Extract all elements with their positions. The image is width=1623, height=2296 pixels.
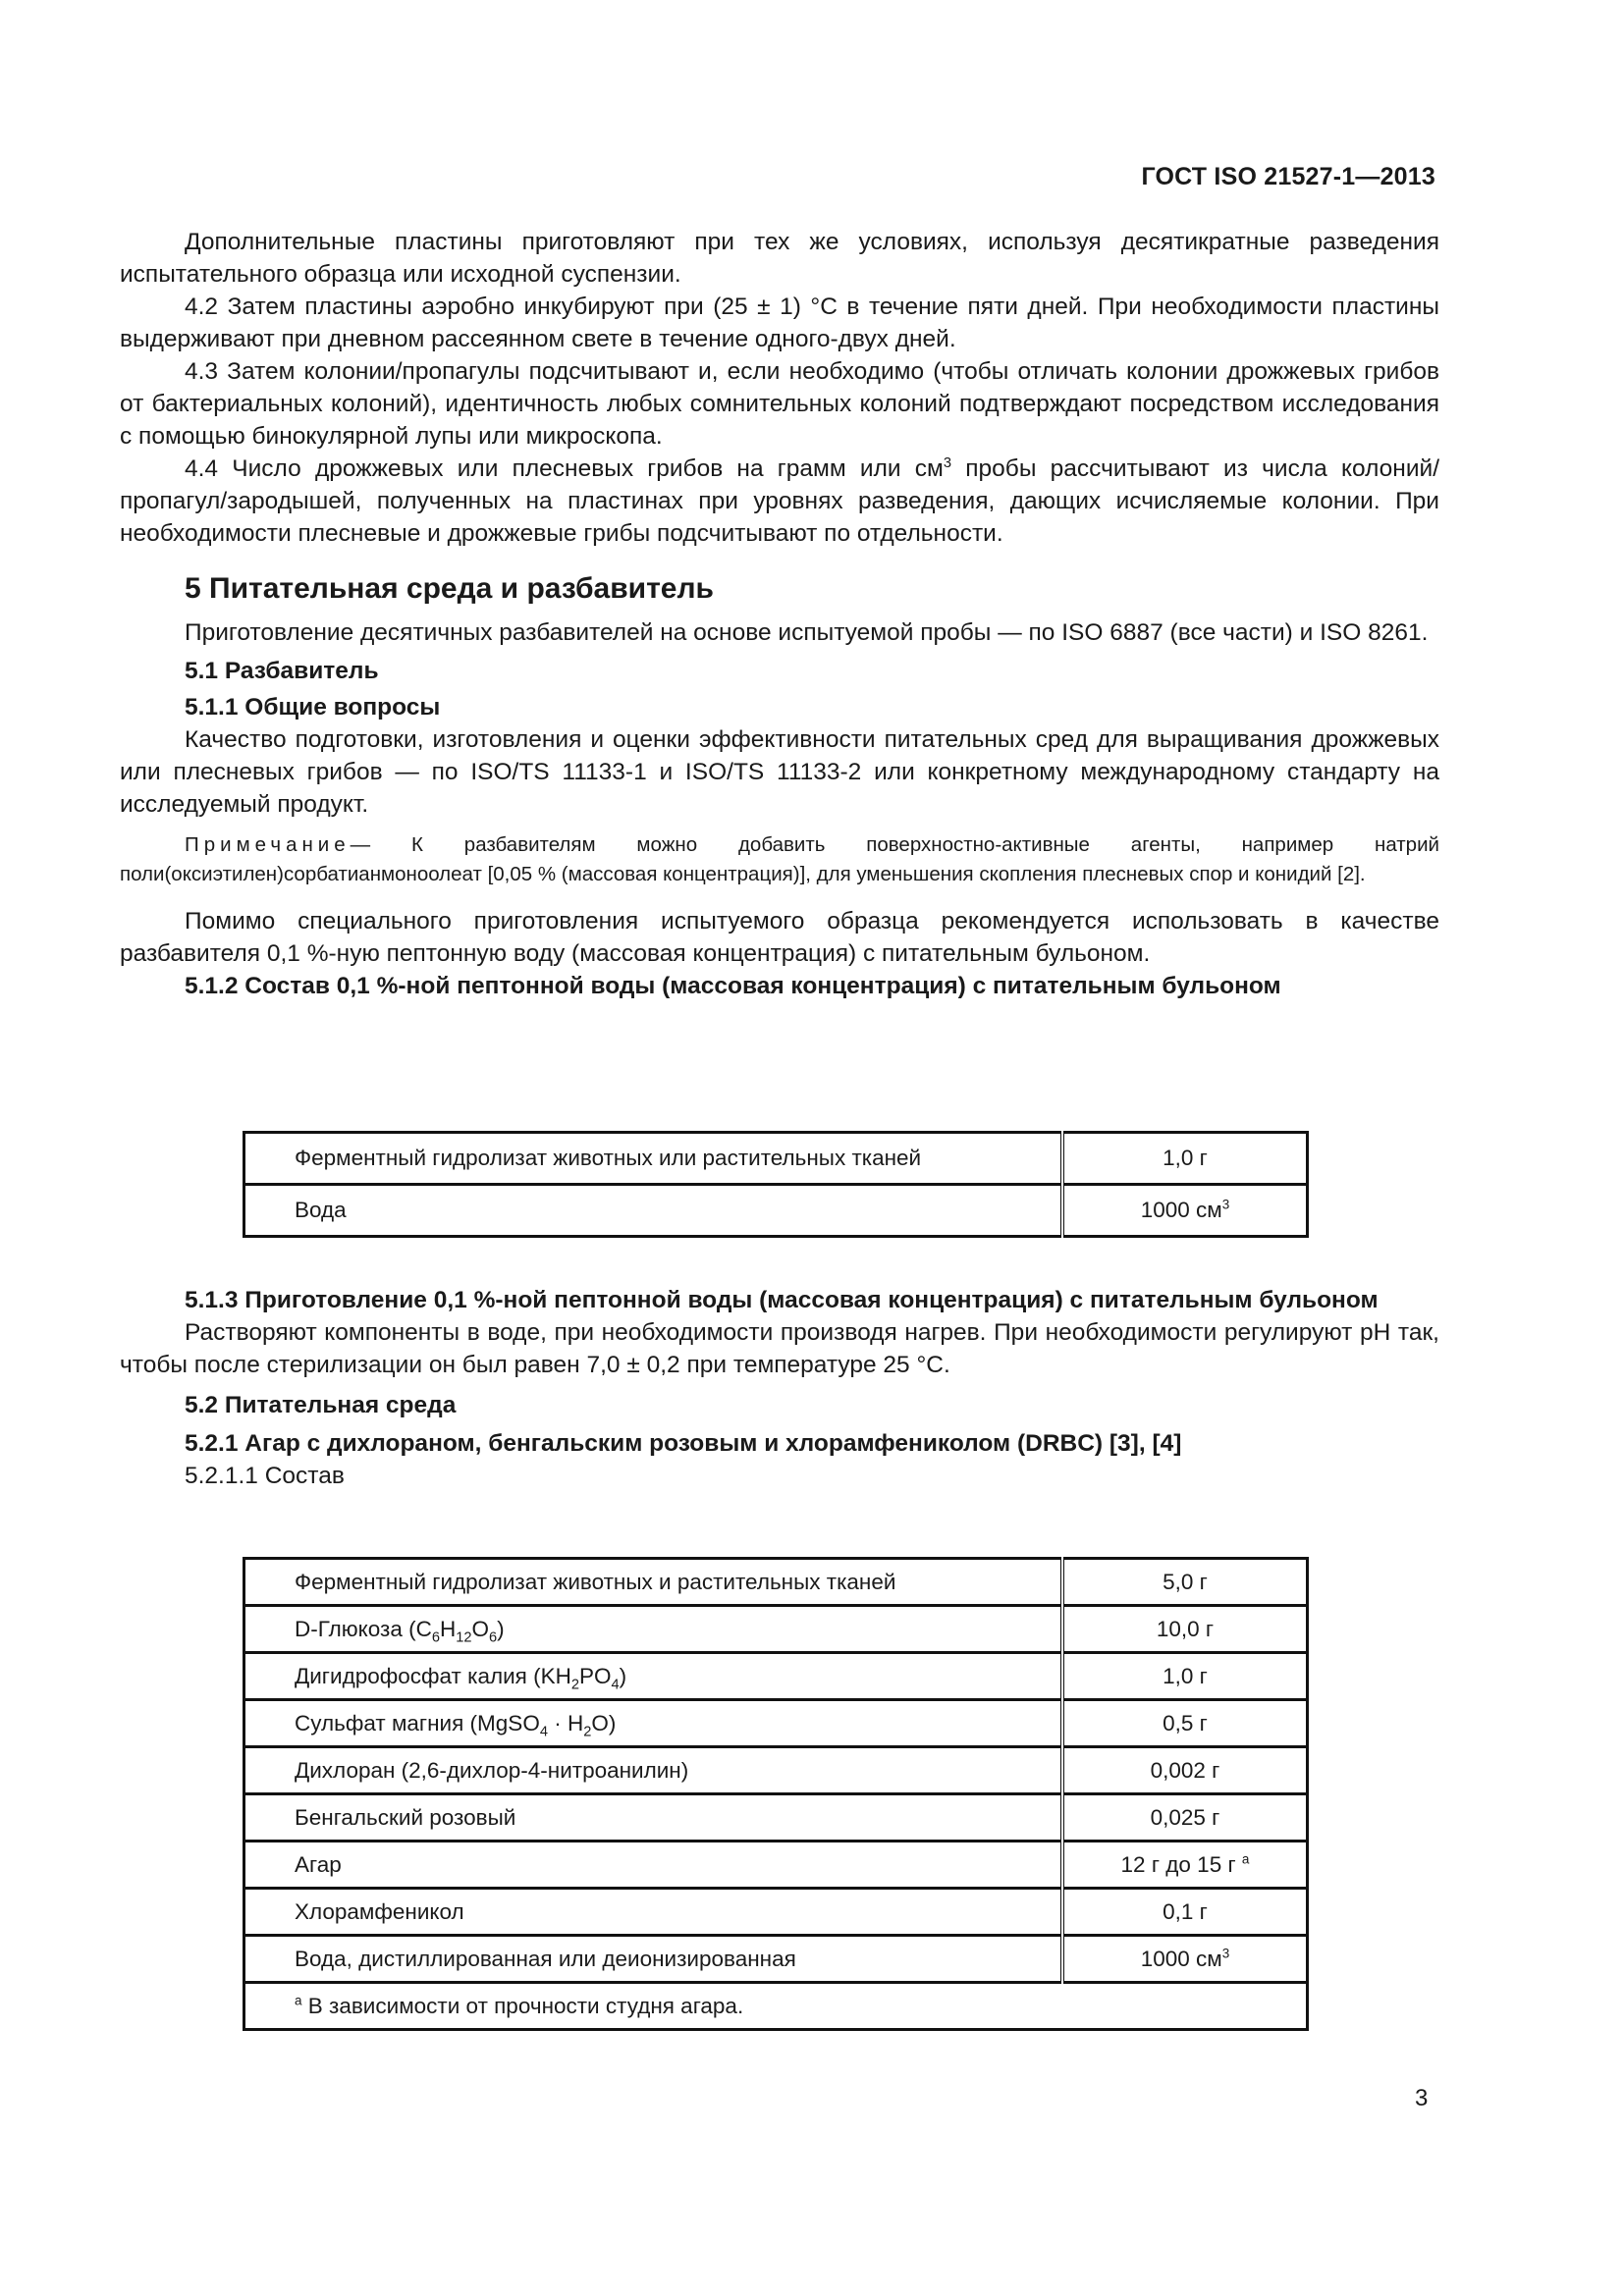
table-2-wrapper: [0, 1557, 1623, 2031]
text: O): [591, 1710, 617, 1735]
table-cell-value: [1062, 1842, 1308, 1889]
document-body-2: [120, 1278, 1439, 1492]
section-5-2-1-heading: 5.2.1 Агар с дихлораном, бенгальским розовым и хлорамфениколом (DRBC) [3], [4]: [185, 1430, 1182, 1457]
paragraph-4-2: 4.2 Затем пластины аэробно инкубируют при (25 ± 1) °С в течение пяти дней. При необходимости пластины выдерживают при дневном рассеянном свете в течение одного-двух дней.: [120, 294, 1439, 352]
section-5-1-1-heading: 5.1.1 Общие вопросы: [185, 694, 441, 721]
table-row: [244, 1653, 1308, 1700]
subscript: 4: [539, 1724, 548, 1739]
table-row: [244, 1700, 1308, 1747]
footnote-marker: a: [295, 1993, 302, 2007]
table-row: [244, 1185, 1308, 1237]
text: Сульфат магния (MgSO: [295, 1710, 540, 1735]
table-row: [244, 1133, 1308, 1185]
paragraph-intro: Дополнительные пластины приготовляют при тех же условиях, используя десятикратные разведения испытательного образца или исходной суспензии.: [120, 229, 1439, 288]
subscript: 2: [583, 1724, 592, 1739]
table-cell-name: Дихлоран (2,6-дихлор-4-нитроанилин): [244, 1747, 1063, 1794]
table-cell-value: 10,0 г: [1062, 1606, 1308, 1653]
table-peptone-composition: [243, 1131, 1309, 1238]
table-footnote: [244, 1983, 1308, 2030]
document-body: [120, 226, 1439, 1002]
table-cell-value: 0,1 г: [1062, 1889, 1308, 1936]
paragraph-4-4-text-a: 4.4 Число дрожжевых или плесневых грибов на грамм или см: [185, 455, 944, 482]
table-cell-name: Бенгальский розовый: [244, 1794, 1063, 1842]
text: D-Глюкоза (C: [295, 1616, 432, 1641]
table-cell-value: 1,0 г: [1062, 1133, 1308, 1185]
note-text: — К разбавителям можно добавить поверхностно-активные агенты, например натрий поли(оксиэтилен)сорбатианмоноолеат [0,05 % (массовая концентрация)], для уменьшения скопления плесневых спор и конидий [2].: [120, 833, 1439, 885]
table-cell-value: 5,0 г: [1062, 1559, 1308, 1606]
table-row: [244, 1889, 1308, 1936]
text: PO: [578, 1663, 612, 1688]
table-cell-name: [244, 1700, 1063, 1747]
section-5-1-1-text: Качество подготовки, изготовления и оценки эффективности питательных сред для выращивания дрожжевых или плесневых грибов — по ISO/TS 11133-1 и ISO/TS 11133-2 или конкретному международному стандарту на исследуемый продукт.: [120, 726, 1439, 818]
text: O: [471, 1616, 490, 1641]
table-cell-value: [1062, 1936, 1308, 1983]
table-cell-name: Вода: [244, 1185, 1063, 1237]
value-text: 12 г до 15 г: [1120, 1851, 1242, 1877]
note-label: Примечание: [185, 833, 351, 856]
table-row: [244, 1559, 1308, 1606]
superscript: 3: [1221, 1946, 1230, 1960]
table-1-wrapper: [0, 1131, 1623, 1238]
document-id-header: ГОСТ ISO 21527-1—2013: [1141, 163, 1435, 190]
superscript: 3: [1221, 1197, 1230, 1212]
table-cell-value: 0,002 г: [1062, 1747, 1308, 1794]
note: [120, 830, 1439, 889]
footnote-marker: a: [1241, 1851, 1250, 1866]
table-cell-name: Вода, дистиллированная или деионизированная: [244, 1936, 1063, 1983]
page-number: 3: [1415, 2085, 1429, 2111]
table-row: [244, 1794, 1308, 1842]
section-5-2-heading: 5.2 Питательная среда: [185, 1392, 457, 1418]
table-footnote-row: [244, 1983, 1308, 2030]
footnote-text: В зависимости от прочности студня агара.: [301, 1993, 744, 2018]
table-cell-value: 0,5 г: [1062, 1700, 1308, 1747]
table-drbc-composition: [243, 1557, 1309, 2031]
subscript: 2: [570, 1677, 579, 1692]
table-cell-name: [244, 1653, 1063, 1700]
section-5-intro: Приготовление десятичных разбавителей на основе испытуемой пробы — по ISO 6887 (все части) и ISO 8261.: [185, 619, 1429, 646]
text: ): [619, 1663, 627, 1688]
table-cell-value: 0,025 г: [1062, 1794, 1308, 1842]
section-5-1-3-heading: 5.1.3 Приготовление 0,1 %-ной пептонной воды (массовая концентрация) с питательным бульоном: [185, 1287, 1379, 1313]
table-row: [244, 1936, 1308, 1983]
subscript: 12: [456, 1629, 472, 1645]
text: H: [440, 1616, 457, 1641]
section-5-heading: 5 Питательная среда и разбавитель: [185, 572, 714, 605]
subscript: 4: [611, 1677, 620, 1692]
text: · H: [547, 1710, 584, 1735]
text: ): [497, 1616, 505, 1641]
paragraph-pomimo: Помимо специального приготовления испытуемого образца рекомендуется использовать в качестве разбавителя 0,1 %-ную пептонную воду (массовая концентрация) с питательным бульоном.: [120, 908, 1439, 967]
superscript: 3: [943, 454, 952, 471]
table-cell-value: 1,0 г: [1062, 1653, 1308, 1700]
paragraph-4-4-text-b: пробы рассчитывают из числа колоний/пропагул/зародышей, полученных на пластинах при уровнях разведения, дающих исчисляемые колонии. При необходимости плесневые и дрожжевые грибы подсчитывают по отдельности.: [120, 455, 1439, 547]
table-row: [244, 1747, 1308, 1794]
section-5-2-1-1-heading: 5.2.1.1 Состав: [185, 1463, 345, 1489]
table-cell-name: [244, 1606, 1063, 1653]
table-cell-name: Хлорамфеникол: [244, 1889, 1063, 1936]
value-text: 1000 см: [1140, 1946, 1222, 1971]
subscript: 6: [489, 1629, 498, 1645]
paragraph-4-3: 4.3 Затем колонии/пропагулы подсчитывают и, если необходимо (чтобы отличать колонии дрожжевых грибов от бактериальных колоний), идентичность любых сомнительных колоний подтверждают посредством исследования с помощью бинокулярной лупы или микроскопа.: [120, 358, 1439, 450]
table-row: [244, 1842, 1308, 1889]
table-cell-name: Агар: [244, 1842, 1063, 1889]
text: Дигидрофосфат калия (KH: [295, 1663, 571, 1688]
section-5-1-2-heading: 5.1.2 Состав 0,1 %-ной пептонной воды (массовая концентрация) с питательным бульоном: [185, 973, 1281, 999]
table-cell-name: Ферментный гидролизат животных и растительных тканей: [244, 1559, 1063, 1606]
section-5-1-heading: 5.1 Разбавитель: [185, 658, 379, 684]
table-cell-value: [1062, 1185, 1308, 1237]
value-text: 1000 см: [1140, 1198, 1222, 1222]
paragraph-4-4: [120, 453, 1439, 550]
section-5-1-3-text: Растворяют компоненты в воде, при необходимости производя нагрев. При необходимости регулируют pH так, чтобы после стерилизации он был равен 7,0 ± 0,2 при температуре 25 °С.: [120, 1319, 1439, 1378]
table-cell-name: Ферментный гидролизат животных или растительных тканей: [244, 1133, 1063, 1185]
table-row: [244, 1606, 1308, 1653]
subscript: 6: [431, 1629, 440, 1645]
